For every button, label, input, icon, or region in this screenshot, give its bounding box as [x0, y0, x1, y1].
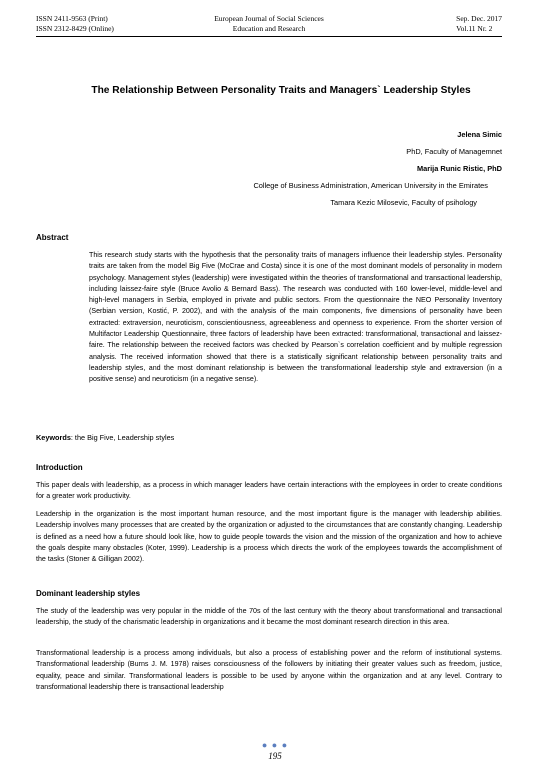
journal-name-line1: European Journal of Social Sciences: [214, 14, 324, 23]
issue-block: [456, 14, 502, 33]
introduction-heading: Introduction: [36, 463, 83, 472]
introduction-para-2: Leadership in the organization is the most important human resource, and the most important figure is the manager with leadership abilities. Leadership involves many processes that are created by the organization or adjusted to the circumstances that are constantly changing. Leadership is defined as a need how a future should look like, how to guide people towards the vision and the mission of the organization and how to achieve the goals despite many obstacles (Koter, 1999). Leadership is a process which directs the work of the employees towards the accomplishment of the tasks (Stoner & Gilligan 2002).: [36, 510, 502, 564]
footer-dots-icon: ● ● ●: [261, 740, 289, 750]
keywords: [36, 433, 174, 442]
author1-name: Jelena Simic: [457, 130, 502, 139]
author2-affiliation: College of Business Administration, American University in the Emirates: [253, 181, 488, 190]
dominant-styles-heading: Dominant leadership styles: [36, 589, 141, 598]
issn-print: ISSN 2411-9563 (Print): [36, 14, 108, 23]
abstract-text: This research study starts with the hypothesis that the personality traits of managers influence their leadership styles. Personality traits are taken from the model Big Five (McCrae and Costa) since it is one of the most dominant models of personality in modern psychology. Management styles (leadership) were investigated within the theories of transformational and transactional leadership, including laissez-faire style (Bruce Avolio & Bernard Bass). The research was conducted with 160 lower-level, middle-level and high-level managers in Serbia, employed in private and public sectors. From the questionnaire the NEO Personality Inventory (Serbian version, Kostić, P. 2002), and with the analysis of the main components, five dimensions of personality have been extracted: extraversion, neuroticism, conscientiousness, agreeableness and openness to experience. From the shorter version of Multifactor Leadership Questionnaire, three factors of leadership have been extracted: transformational, transactional and laissez-faire. The relationship between the received factors was checked by Pearson`s correlation coefficient and by multiple regression analysis. The received information showed that there is a statistically significant relationship between personality traits and leadership styles, and the most dominant relationship is between the transformational leadership style and extraversion (in a positive sense) and neuroticism (in a negative sense).: [89, 251, 502, 384]
page-number: 195: [268, 751, 282, 761]
introduction-para-1: This paper deals with leadership, as a process in which manager leaders have certain interactions with the employees in order to create conditions for a greater work productivity.: [36, 481, 502, 501]
issn-online: ISSN 2312-8429 (Online): [36, 23, 114, 33]
header-rule: [36, 36, 502, 37]
author3-line: Tamara Kezic Milosevic, Faculty of psihology: [330, 198, 477, 207]
dominant-styles-para-2: Transformational leadership is a process among individuals, but also a process of establishing power and the reform of institutional systems. Transformational leadership (Burns J. M. 1978) raises consciousness of the followers by initiating their greater values such as freedom, justice, equality, peace and similar. Transformational leaders is possible to be used by anyone within the organization and at any level. Contrary to transformational leadership there is transactional leadership: [36, 649, 502, 691]
author1-affiliation: PhD, Faculty of Managemnet: [406, 147, 502, 156]
issue-volume: Vol.11 Nr. 2: [456, 23, 493, 33]
journal-name-block: [36, 14, 502, 33]
issue-date: Sep. Dec. 2017: [456, 14, 502, 23]
author2-name: Marija Runic Ristic, PhD: [416, 164, 502, 173]
abstract-heading: Abstract: [36, 233, 69, 242]
paper-title: The Relationship Between Personality Traits and Managers` Leadership Styles: [91, 85, 471, 96]
dominant-styles-para-1: The study of the leadership was very popular in the middle of the 70s of the last century with the theory about transformational and transactional leadership, the study of the charismatic leadership in organizations and it became the most dominant research direction in this area.: [36, 607, 502, 627]
keywords-label: Keywords: [36, 433, 71, 442]
keywords-text: : the Big Five, Leadership styles: [70, 433, 175, 442]
journal-name-line2: Education and Research: [232, 23, 306, 33]
